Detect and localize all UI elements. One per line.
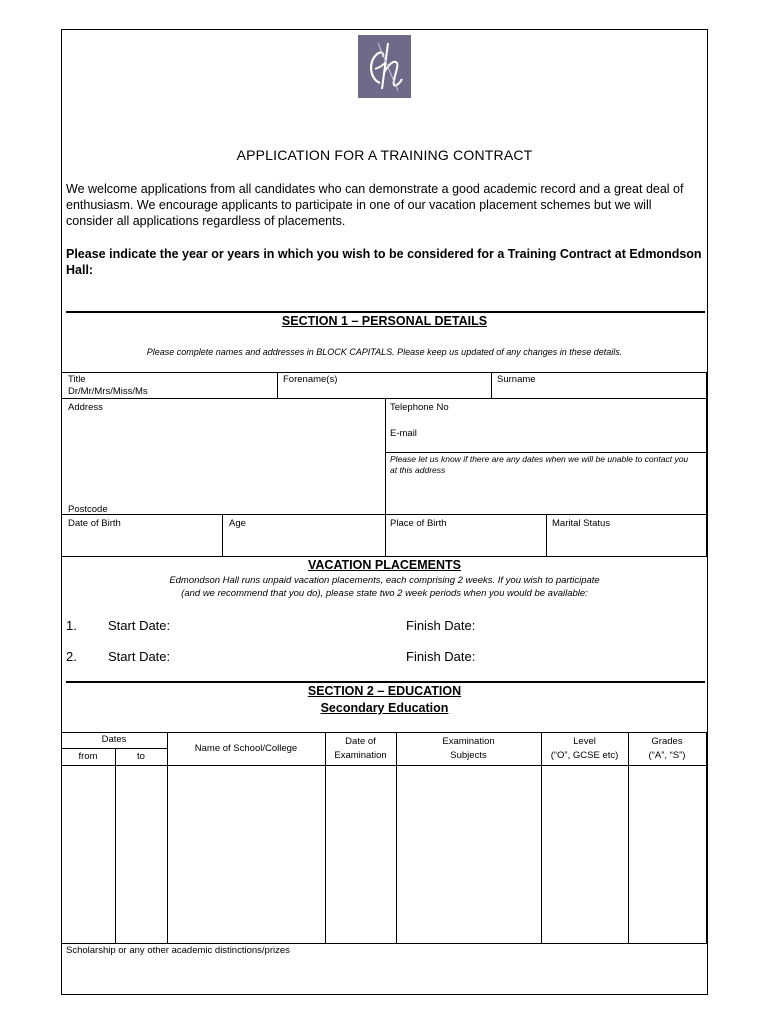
section2-rule (66, 681, 705, 683)
surname-field-label: Surname (497, 374, 536, 385)
address-field-label: Address (68, 402, 103, 413)
table-rule (61, 748, 167, 749)
section2-heading: SECTION 2 – EDUCATION (307, 684, 462, 698)
firm-logo (358, 35, 411, 98)
table-rule (546, 514, 547, 556)
scholarship-field-label: Scholarship or any other academic distinctions/prizes (66, 945, 290, 956)
forename-field-label: Forename(s) (283, 374, 338, 385)
title-options: Dr/Mr/Mrs/Miss/Ms (68, 386, 148, 397)
table-rule (61, 556, 708, 557)
table-rule (385, 452, 708, 453)
col-dates-header: Dates (101, 734, 127, 745)
table-rule (61, 765, 708, 766)
postcode-field-label: Postcode (68, 504, 108, 515)
pob-field-label: Place of Birth (390, 518, 447, 529)
table-rule (61, 943, 708, 944)
dob-field-label: Date of Birth (68, 518, 121, 529)
section1-rule (66, 311, 705, 313)
table-rule (61, 372, 708, 373)
placement-row-number: 1. (66, 618, 77, 633)
col-level-header: Level (573, 736, 596, 747)
age-field-label: Age (229, 518, 246, 529)
section1-note: Please complete names and addresses in BLOCK CAPITALS. Please keep us updated of any changes in these details. (146, 347, 623, 357)
training-year-question: Please indicate the year or years in which you wish to be considered for a Training Contract at Edmondson Hall: (66, 247, 702, 277)
placement-start-label: Start Date: (108, 649, 171, 664)
col-grades-header: Grades (651, 736, 683, 747)
education-table (61, 732, 708, 944)
page-title: APPLICATION FOR A TRAINING CONTRACT (236, 147, 533, 163)
table-rule (385, 398, 386, 556)
col-grades-header-2: (“A”, “S”) (648, 750, 686, 761)
table-rule (277, 372, 278, 398)
table-rule (61, 732, 708, 733)
marital-field-label: Marital Status (552, 518, 611, 529)
vacation-note-line2: (and we recommend that you do), please state two 2 week periods when you would be available: (181, 588, 588, 599)
col-from-header: from (78, 751, 98, 762)
placement-finish-label: Finish Date: (406, 618, 476, 633)
unable-contact-note: Please let us know if there are any dates when we will be unable to contact you at this address (390, 454, 689, 475)
placement-row-number: 2. (66, 649, 77, 664)
table-rule (541, 732, 542, 944)
section2-subheading: Secondary Education (320, 701, 449, 715)
vacation-heading: VACATION PLACEMENTS (307, 558, 461, 572)
col-subjects-header: Examination (442, 736, 495, 747)
table-rule (706, 372, 707, 557)
intro-paragraph: We welcome applications from all candidates who can demonstrate a good academic record and a great deal of enthusiasm. We encourage applicants to participate in one of our vacation placement schemes but we will consider all applications regardless of placements. (66, 182, 684, 228)
table-rule (325, 732, 326, 944)
personal-details-table (61, 372, 708, 557)
col-to-header: to (137, 751, 145, 762)
logo-monogram (358, 35, 411, 98)
section1-heading: SECTION 1 – PERSONAL DETAILS (281, 314, 488, 328)
table-rule (61, 732, 62, 944)
table-rule (628, 732, 629, 944)
telephone-field-label: Telephone No (390, 402, 449, 413)
col-level-header-2: (“O”, GCSE etc) (550, 750, 619, 761)
table-rule (491, 372, 492, 398)
title-field-label: Title (68, 374, 86, 385)
col-exam-date-header-2: Examination (334, 750, 387, 761)
table-rule (167, 732, 168, 944)
placement-finish-label: Finish Date: (406, 649, 476, 664)
table-rule (222, 514, 223, 556)
table-rule (115, 748, 116, 944)
email-field-label: E-mail (390, 428, 417, 439)
placement-start-label: Start Date: (108, 618, 171, 633)
vacation-note-line1: Edmondson Hall runs unpaid vacation placements, each comprising 2 weeks. If you wish to participate (169, 575, 600, 586)
col-subjects-header-2: Subjects (450, 750, 487, 761)
table-rule (396, 732, 397, 944)
col-school-header: Name of School/College (194, 743, 298, 754)
table-rule (706, 732, 707, 944)
col-exam-date-header: Date of (345, 736, 376, 747)
